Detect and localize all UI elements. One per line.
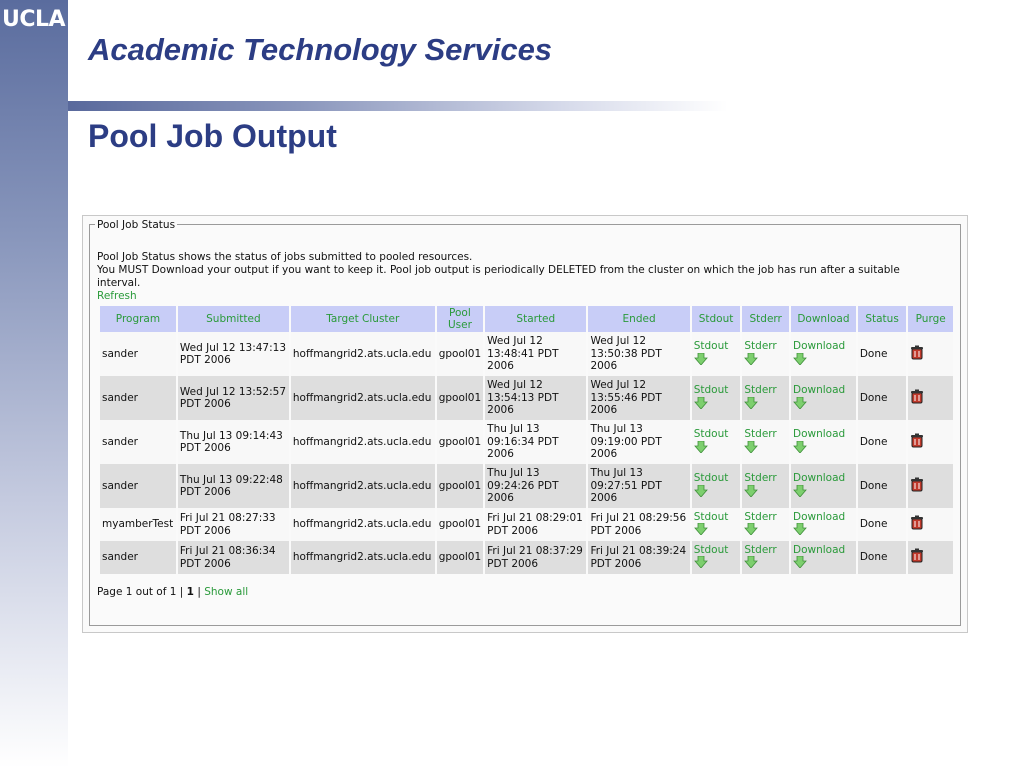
column-header: Target Cluster xyxy=(291,306,435,332)
program-cell: sander xyxy=(100,541,176,574)
submitted-cell: Fri Jul 21 08:27:33 PDT 2006 xyxy=(178,508,289,541)
table-body xyxy=(100,332,953,574)
download-arrow-icon[interactable] xyxy=(694,523,708,535)
download-link[interactable] xyxy=(793,340,845,365)
download-arrow-icon[interactable] xyxy=(793,353,807,365)
table-row xyxy=(100,420,953,464)
download-label: Download xyxy=(793,428,846,440)
description-line-2: You MUST Download your output if you want to keep it. Pool job output is periodically DELETED from the cluster on which the job has run after a suitable interval. xyxy=(97,264,900,289)
pager-text: Page 1 out of 1 | xyxy=(97,586,184,598)
download-arrow-icon[interactable] xyxy=(744,441,758,453)
column-header: Ended xyxy=(588,306,689,332)
column-header: Started xyxy=(485,306,586,332)
ended-cell: Wed Jul 12 13:55:46 PDT 2006 xyxy=(588,376,689,420)
purge-cell xyxy=(908,420,953,464)
download-label: Download xyxy=(793,384,846,396)
table-row xyxy=(100,508,953,541)
table-row xyxy=(100,464,953,508)
stdout-link[interactable] xyxy=(694,384,729,409)
stderr-cell xyxy=(742,332,789,376)
download-label: Download xyxy=(793,510,846,523)
status-cell: Done xyxy=(858,332,907,376)
target-cluster-cell: hoffmangrid2.ats.ucla.edu xyxy=(291,508,435,541)
description-line-1: Pool Job Status shows the status of jobs submitted to pooled resources. xyxy=(97,251,473,263)
program-cell: sander xyxy=(100,420,176,464)
download-link[interactable] xyxy=(793,511,845,536)
purge-cell xyxy=(908,376,953,420)
table-row xyxy=(100,541,953,574)
download-arrow-icon[interactable] xyxy=(694,441,708,453)
submitted-cell: Wed Jul 12 13:52:57 PDT 2006 xyxy=(178,376,289,420)
download-cell xyxy=(791,508,856,541)
fieldset-legend: Pool Job Status xyxy=(97,219,176,231)
download-link[interactable] xyxy=(793,384,845,409)
org-title: Academic Technology Services xyxy=(88,32,553,67)
stdout-label: Stdout xyxy=(693,340,729,352)
column-header: Purge xyxy=(908,306,953,332)
download-arrow-icon[interactable] xyxy=(793,397,807,409)
submitted-cell: Thu Jul 13 09:14:43 PDT 2006 xyxy=(178,420,289,464)
trash-can-icon[interactable] xyxy=(910,515,924,530)
stdout-link[interactable] xyxy=(694,544,729,569)
purge-cell xyxy=(908,508,953,541)
stderr-link[interactable] xyxy=(744,384,776,409)
pager-current-page: 1 xyxy=(186,586,194,598)
page-title: Pool Job Output xyxy=(88,118,337,154)
pool-user-cell: gpool01 xyxy=(437,464,483,508)
stdout-link[interactable] xyxy=(694,472,729,497)
download-arrow-icon[interactable] xyxy=(744,485,758,497)
target-cluster-cell: hoffmangrid2.ats.ucla.edu xyxy=(291,376,435,420)
download-arrow-icon[interactable] xyxy=(793,441,807,453)
download-arrow-icon[interactable] xyxy=(694,353,708,365)
started-cell: Fri Jul 21 08:37:29 PDT 2006 xyxy=(485,541,586,574)
column-header: Stderr xyxy=(742,306,789,332)
program-cell: sander xyxy=(100,376,176,420)
ended-cell: Wed Jul 12 13:50:38 PDT 2006 xyxy=(588,332,689,376)
pool-user-cell: gpool01 xyxy=(437,541,483,574)
stderr-link[interactable] xyxy=(744,511,776,536)
status-cell: Done xyxy=(858,541,907,574)
submitted-cell: Thu Jul 13 09:22:48 PDT 2006 xyxy=(178,464,289,508)
download-arrow-icon[interactable] xyxy=(744,556,758,568)
stderr-link[interactable] xyxy=(744,428,776,453)
ended-cell: Fri Jul 21 08:39:24 PDT 2006 xyxy=(588,541,689,574)
pool-user-cell: gpool01 xyxy=(437,420,483,464)
started-cell: Wed Jul 12 13:48:41 PDT 2006 xyxy=(485,332,586,376)
trash-can-icon[interactable] xyxy=(910,345,924,360)
download-arrow-icon[interactable] xyxy=(793,556,807,568)
pool-user-cell: gpool01 xyxy=(437,376,483,420)
stderr-cell xyxy=(742,376,789,420)
download-cell xyxy=(791,332,856,376)
started-cell: Thu Jul 13 09:24:26 PDT 2006 xyxy=(485,464,586,508)
stdout-label: Stdout xyxy=(693,384,729,396)
download-cell xyxy=(791,376,856,420)
stderr-link[interactable] xyxy=(744,544,776,569)
table-row xyxy=(100,376,953,420)
column-header: Download xyxy=(791,306,856,332)
download-arrow-icon[interactable] xyxy=(694,485,708,497)
column-header: Pool User xyxy=(437,306,483,332)
jobs-table xyxy=(98,306,955,574)
download-arrow-icon[interactable] xyxy=(744,353,758,365)
program-cell: myamberTest xyxy=(100,508,176,541)
header-divider xyxy=(68,101,728,111)
stdout-cell xyxy=(692,541,741,574)
table-header-row xyxy=(100,306,953,332)
stderr-cell xyxy=(742,508,789,541)
table-row xyxy=(100,332,953,376)
purge-cell xyxy=(908,464,953,508)
stdout-cell xyxy=(692,464,741,508)
download-label: Download xyxy=(793,340,846,352)
trash-can-icon[interactable] xyxy=(910,477,924,492)
target-cluster-cell: hoffmangrid2.ats.ucla.edu xyxy=(291,541,435,574)
stderr-label: Stderr xyxy=(744,428,777,440)
download-arrow-icon[interactable] xyxy=(793,523,807,535)
download-arrow-icon[interactable] xyxy=(694,397,708,409)
stderr-cell xyxy=(742,420,789,464)
ucla-logo: UCLA xyxy=(2,7,66,32)
stderr-label: Stderr xyxy=(744,472,777,484)
ended-cell: Fri Jul 21 08:29:56 PDT 2006 xyxy=(588,508,689,541)
stderr-cell xyxy=(742,464,789,508)
stdout-link[interactable] xyxy=(694,340,729,365)
status-cell: Done xyxy=(858,508,907,541)
download-link[interactable] xyxy=(793,544,845,569)
download-arrow-icon[interactable] xyxy=(694,556,708,568)
started-cell: Wed Jul 12 13:54:13 PDT 2006 xyxy=(485,376,586,420)
program-cell: sander xyxy=(100,464,176,508)
pager xyxy=(97,586,248,598)
pager-separator: | xyxy=(197,586,201,598)
stderr-label: Stderr xyxy=(744,510,777,523)
stderr-label: Stderr xyxy=(744,543,777,556)
show-all-link[interactable]: Show all xyxy=(204,586,249,598)
column-header: Submitted xyxy=(178,306,289,332)
stdout-link[interactable] xyxy=(694,511,729,536)
stdout-label: Stdout xyxy=(693,510,729,523)
refresh-link[interactable]: Refresh xyxy=(97,290,137,302)
submitted-cell: Fri Jul 21 08:36:34 PDT 2006 xyxy=(178,541,289,574)
download-link[interactable] xyxy=(793,428,845,453)
download-cell xyxy=(791,541,856,574)
started-cell: Thu Jul 13 09:16:34 PDT 2006 xyxy=(485,420,586,464)
stdout-cell xyxy=(692,376,741,420)
pool-user-cell: gpool01 xyxy=(437,508,483,541)
download-arrow-icon[interactable] xyxy=(744,397,758,409)
ended-cell: Thu Jul 13 09:19:00 PDT 2006 xyxy=(588,420,689,464)
status-cell: Done xyxy=(858,420,907,464)
download-arrow-icon[interactable] xyxy=(744,523,758,535)
trash-can-icon[interactable] xyxy=(910,389,924,404)
pool-user-cell: gpool01 xyxy=(437,332,483,376)
description xyxy=(97,251,937,303)
column-header: Status xyxy=(858,306,907,332)
trash-can-icon[interactable] xyxy=(910,548,924,563)
stdout-cell xyxy=(692,420,741,464)
stdout-label: Stdout xyxy=(693,428,729,440)
status-cell: Done xyxy=(858,464,907,508)
stdout-link[interactable] xyxy=(694,428,729,453)
stderr-link[interactable] xyxy=(744,340,776,365)
side-gradient-bar xyxy=(0,0,68,768)
download-cell xyxy=(791,464,856,508)
column-header: Stdout xyxy=(692,306,741,332)
stdout-label: Stdout xyxy=(693,472,729,484)
column-header: Program xyxy=(100,306,176,332)
download-label: Download xyxy=(793,472,846,484)
stdout-cell xyxy=(692,332,741,376)
stdout-label: Stdout xyxy=(693,543,729,556)
stderr-cell xyxy=(742,541,789,574)
download-label: Download xyxy=(793,543,846,556)
submitted-cell: Wed Jul 12 13:47:13 PDT 2006 xyxy=(178,332,289,376)
trash-can-icon[interactable] xyxy=(910,433,924,448)
purge-cell xyxy=(908,332,953,376)
started-cell: Fri Jul 21 08:29:01 PDT 2006 xyxy=(485,508,586,541)
stderr-label: Stderr xyxy=(744,384,777,396)
target-cluster-cell: hoffmangrid2.ats.ucla.edu xyxy=(291,420,435,464)
target-cluster-cell: hoffmangrid2.ats.ucla.edu xyxy=(291,464,435,508)
ended-cell: Thu Jul 13 09:27:51 PDT 2006 xyxy=(588,464,689,508)
program-cell: sander xyxy=(100,332,176,376)
status-cell: Done xyxy=(858,376,907,420)
purge-cell xyxy=(908,541,953,574)
stderr-label: Stderr xyxy=(744,340,777,352)
download-arrow-icon[interactable] xyxy=(793,485,807,497)
target-cluster-cell: hoffmangrid2.ats.ucla.edu xyxy=(291,332,435,376)
stderr-link[interactable] xyxy=(744,472,776,497)
download-link[interactable] xyxy=(793,472,845,497)
download-cell xyxy=(791,420,856,464)
stdout-cell xyxy=(692,508,741,541)
pool-job-status-screenshot xyxy=(82,215,968,633)
